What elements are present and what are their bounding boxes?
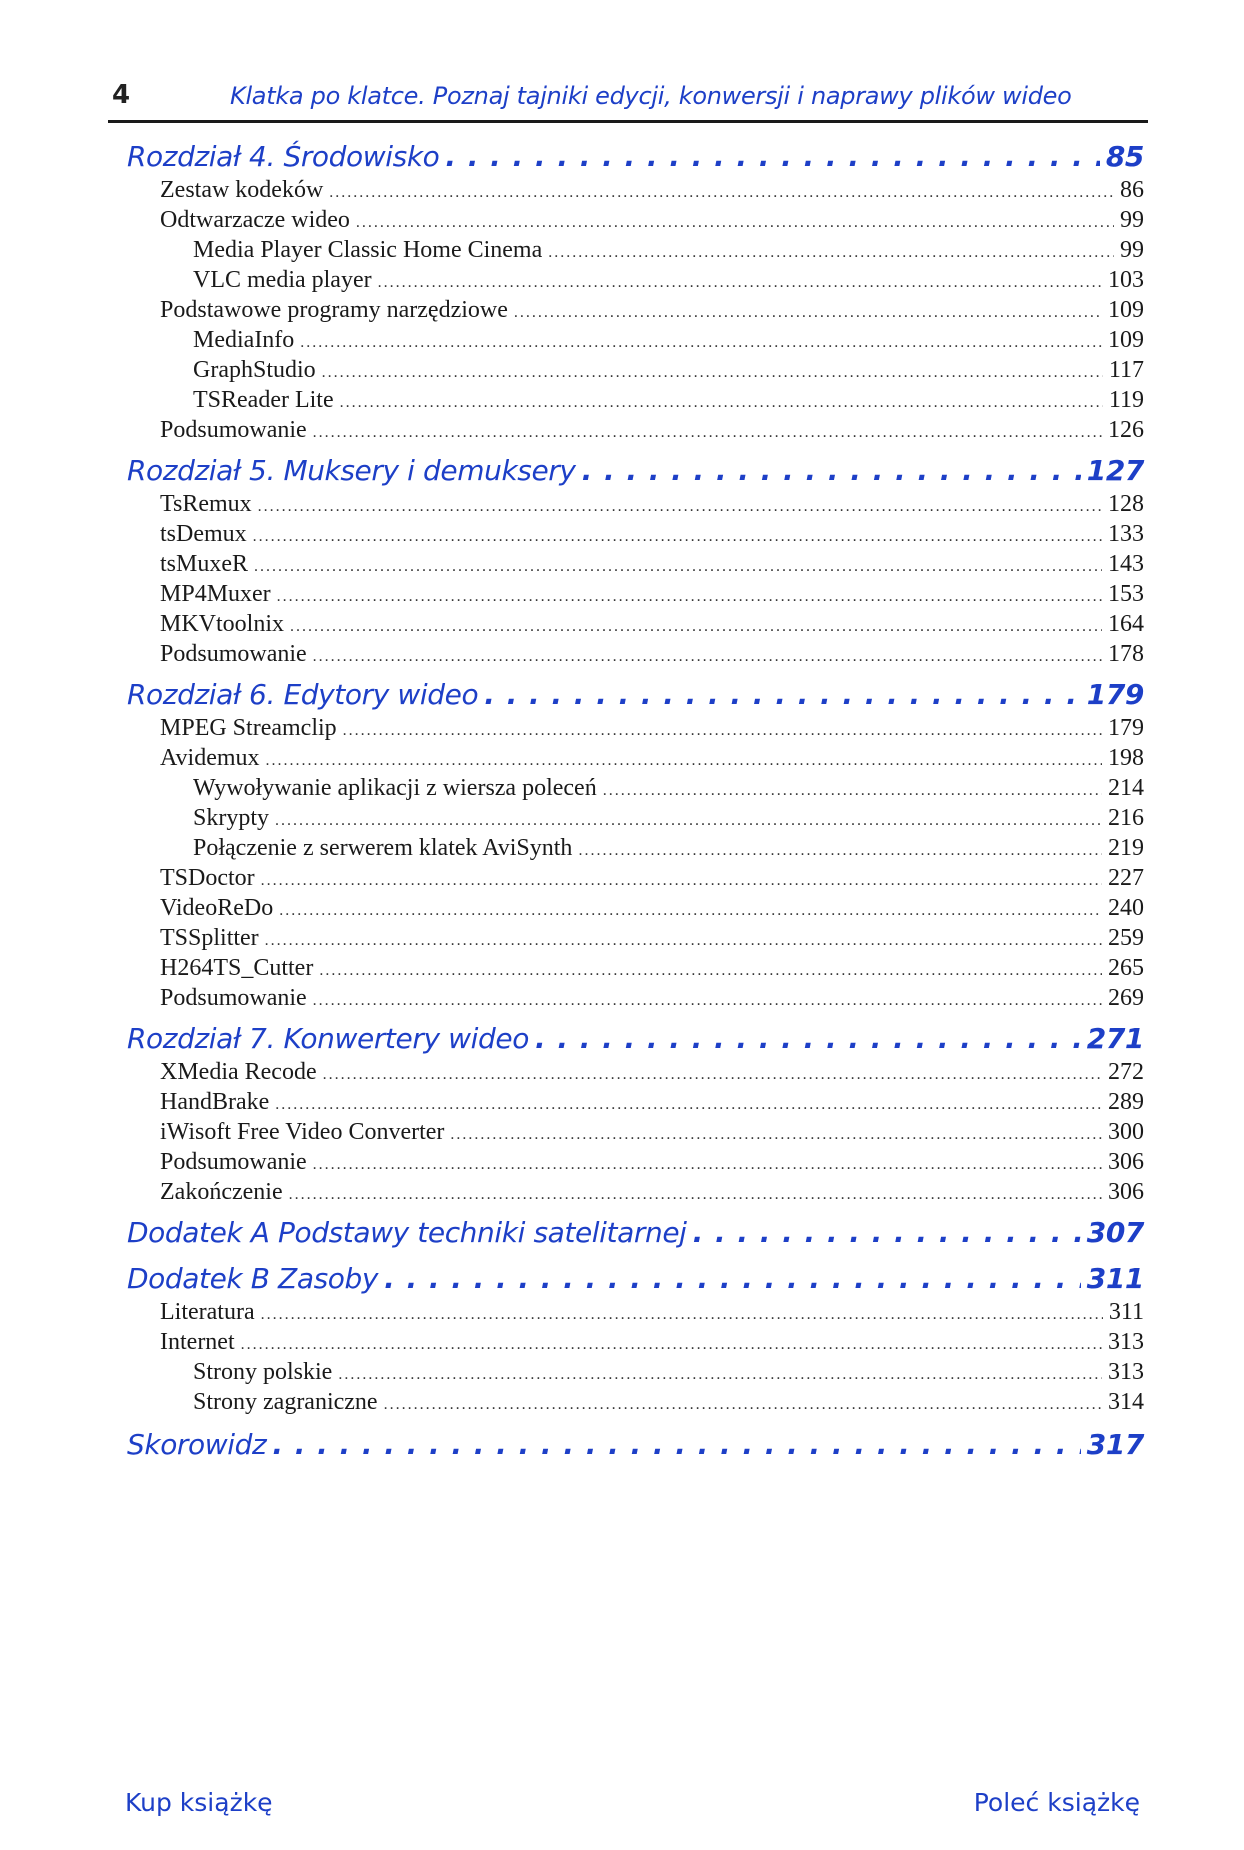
toc-entry-title: VideoReDo bbox=[160, 895, 274, 921]
dot-leader bbox=[279, 895, 1102, 922]
toc-entry-page: 240 bbox=[1108, 895, 1144, 921]
buy-book-link[interactable]: Kup książkę bbox=[125, 1788, 273, 1817]
dot-leader bbox=[378, 267, 1102, 294]
toc-entry-title: Internet bbox=[160, 1329, 235, 1355]
toc-entry-page: 216 bbox=[1108, 805, 1144, 831]
toc-entry[interactable] bbox=[160, 955, 1144, 982]
toc-entry[interactable] bbox=[160, 1149, 1144, 1176]
toc-entry-page: 103 bbox=[1108, 267, 1144, 293]
dot-leader bbox=[384, 1262, 1081, 1295]
toc-entry-page: 119 bbox=[1108, 387, 1144, 413]
toc-entry-page: 289 bbox=[1108, 1089, 1144, 1115]
toc-entry-page: 179 bbox=[1108, 715, 1144, 741]
dot-leader bbox=[548, 237, 1114, 264]
toc-entry-title: MKVtoolnix bbox=[160, 611, 285, 637]
toc-entry-title: Media Player Classic Home Cinema bbox=[193, 237, 543, 263]
dot-leader bbox=[603, 775, 1102, 802]
dot-leader bbox=[450, 1119, 1102, 1146]
toc-entry-page: 179 bbox=[1086, 678, 1144, 711]
dot-leader bbox=[313, 985, 1102, 1012]
toc-entry-title: MPEG Streamclip bbox=[160, 715, 337, 741]
toc-chapter[interactable] bbox=[127, 678, 1144, 711]
toc-entry-title: Połączenie z serwerem klatek AviSynth bbox=[193, 835, 573, 861]
toc-entry-page: 128 bbox=[1108, 491, 1144, 517]
toc-entry-title: Avidemux bbox=[160, 745, 260, 771]
toc-entry-title: Rozdział 6. Edytory wideo bbox=[127, 678, 479, 711]
toc-entry-title: Rozdział 5. Muksery i demuksery bbox=[127, 454, 576, 487]
toc-entry-page: 143 bbox=[1108, 551, 1144, 577]
dot-leader bbox=[261, 1299, 1103, 1326]
toc-entry[interactable] bbox=[160, 745, 1144, 772]
dot-leader bbox=[323, 1059, 1102, 1086]
toc-entry[interactable] bbox=[160, 1299, 1144, 1326]
toc-entry-title: Literatura bbox=[160, 1299, 255, 1325]
toc-entry-title: Podsumowanie bbox=[160, 1149, 307, 1175]
toc-entry-title: Skorowidz bbox=[127, 1428, 267, 1461]
toc-entry-title: VLC media player bbox=[193, 267, 372, 293]
dot-leader bbox=[289, 1179, 1102, 1206]
toc-entry-page: 313 bbox=[1108, 1329, 1144, 1355]
dot-leader bbox=[290, 611, 1102, 638]
toc-entry-title: Strony polskie bbox=[193, 1359, 333, 1385]
toc-entry[interactable] bbox=[160, 865, 1144, 892]
toc-entry-page: 99 bbox=[1120, 207, 1144, 233]
dot-leader bbox=[384, 1389, 1102, 1416]
toc-entry-title: Odtwarzacze wideo bbox=[160, 207, 350, 233]
toc-entry-title: XMedia Recode bbox=[160, 1059, 317, 1085]
toc-entry-title: TsRemux bbox=[160, 491, 252, 517]
toc-entry[interactable] bbox=[160, 715, 1144, 742]
toc-entry-title: Skrypty bbox=[193, 805, 270, 831]
toc-entry-page: 214 bbox=[1108, 775, 1144, 801]
toc-entry-page: 99 bbox=[1120, 237, 1144, 263]
dot-leader bbox=[340, 387, 1103, 414]
toc-entry-page: 311 bbox=[1108, 1299, 1144, 1325]
toc-entry[interactable] bbox=[160, 207, 1144, 234]
dot-leader bbox=[445, 140, 1099, 173]
toc-entry-title: MP4Muxer bbox=[160, 581, 271, 607]
toc-entry[interactable] bbox=[160, 1059, 1144, 1086]
toc-entry-page: 265 bbox=[1108, 955, 1144, 981]
toc-chapter[interactable] bbox=[127, 1428, 1144, 1461]
dot-leader bbox=[319, 955, 1102, 982]
toc-entry-page: 269 bbox=[1108, 985, 1144, 1011]
toc-entry-page: 133 bbox=[1108, 521, 1144, 547]
toc-entry[interactable] bbox=[193, 805, 1144, 832]
dot-leader bbox=[272, 1428, 1080, 1461]
toc-entry[interactable] bbox=[160, 611, 1144, 638]
toc-entry[interactable] bbox=[160, 985, 1144, 1012]
dot-leader bbox=[693, 1216, 1081, 1249]
dot-leader bbox=[356, 207, 1114, 234]
dot-leader bbox=[254, 551, 1102, 578]
toc-entry-title: Zakończenie bbox=[160, 1179, 283, 1205]
toc-entry-title: TSReader Lite bbox=[193, 387, 334, 413]
toc-entry-title: tsMuxeR bbox=[160, 551, 249, 577]
toc-entry-title: Dodatek B Zasoby bbox=[127, 1262, 379, 1295]
toc-entry-page: 85 bbox=[1105, 140, 1144, 173]
toc-entry-page: 109 bbox=[1108, 327, 1144, 353]
toc-entry-title: TSDoctor bbox=[160, 865, 255, 891]
toc-entry-title: Rozdział 4. Środowisko bbox=[127, 140, 440, 173]
toc-entry-title: GraphStudio bbox=[193, 357, 316, 383]
toc-entry-title: Zestaw kodeków bbox=[160, 177, 324, 203]
toc-entry-title: Dodatek A Podstawy techniki satelitarnej bbox=[127, 1216, 687, 1249]
dot-leader bbox=[535, 1022, 1081, 1055]
toc-entry-title: HandBrake bbox=[160, 1089, 270, 1115]
dot-leader bbox=[277, 581, 1102, 608]
toc-entry-page: 219 bbox=[1108, 835, 1144, 861]
toc-chapter[interactable] bbox=[127, 1022, 1144, 1055]
toc-entry-title: iWisoft Free Video Converter bbox=[160, 1119, 445, 1145]
toc-entry-page: 271 bbox=[1086, 1022, 1144, 1055]
dot-leader bbox=[300, 327, 1102, 354]
toc-entry[interactable] bbox=[160, 1329, 1144, 1356]
toc-entry-page: 259 bbox=[1108, 925, 1144, 951]
toc-entry[interactable] bbox=[160, 1179, 1144, 1206]
dot-leader bbox=[266, 745, 1102, 772]
toc-entry-page: 117 bbox=[1108, 357, 1144, 383]
dot-leader bbox=[275, 1089, 1102, 1116]
toc-entry[interactable] bbox=[193, 237, 1144, 264]
dot-leader bbox=[484, 678, 1081, 711]
toc-entry-page: 317 bbox=[1086, 1428, 1144, 1461]
toc-entry-page: 153 bbox=[1108, 581, 1144, 607]
toc-entry[interactable] bbox=[160, 641, 1144, 668]
toc-entry[interactable] bbox=[160, 925, 1144, 952]
toc-entry-title: Podsumowanie bbox=[160, 985, 307, 1011]
toc-entry-title: Podstawowe programy narzędziowe bbox=[160, 297, 508, 323]
toc-entry-title: TSSplitter bbox=[160, 925, 259, 951]
toc-entry-page: 178 bbox=[1108, 641, 1144, 667]
toc-entry-page: 164 bbox=[1108, 611, 1144, 637]
toc-entry[interactable] bbox=[160, 297, 1144, 324]
dot-leader bbox=[329, 177, 1114, 204]
toc-entry-page: 227 bbox=[1108, 865, 1144, 891]
toc-entry-title: Rozdział 7. Konwertery wideo bbox=[127, 1022, 529, 1055]
toc-entry-page: 306 bbox=[1108, 1179, 1144, 1205]
dot-leader bbox=[258, 491, 1102, 518]
toc-entry[interactable] bbox=[193, 1389, 1144, 1416]
toc-entry-page: 86 bbox=[1120, 177, 1144, 203]
toc-entry[interactable] bbox=[193, 775, 1144, 802]
toc-entry-page: 307 bbox=[1086, 1216, 1144, 1249]
toc-entry[interactable] bbox=[193, 267, 1144, 294]
toc-entry-page: 300 bbox=[1108, 1119, 1144, 1145]
dot-leader bbox=[338, 1359, 1102, 1386]
toc-entry-title: MediaInfo bbox=[193, 327, 295, 353]
toc-entry[interactable] bbox=[160, 581, 1144, 608]
toc-entry[interactable] bbox=[193, 357, 1144, 384]
toc-entry-page: 314 bbox=[1108, 1389, 1144, 1415]
toc-entry-page: 272 bbox=[1108, 1059, 1144, 1085]
toc-entry-page: 126 bbox=[1108, 417, 1144, 443]
toc-entry-title: tsDemux bbox=[160, 521, 247, 547]
toc-entry-title: Podsumowanie bbox=[160, 641, 307, 667]
toc-entry[interactable] bbox=[160, 895, 1144, 922]
dot-leader bbox=[313, 417, 1102, 444]
toc-entry-page: 198 bbox=[1108, 745, 1144, 771]
running-head bbox=[108, 80, 1148, 123]
dot-leader bbox=[313, 641, 1102, 668]
toc-entry-page: 306 bbox=[1108, 1149, 1144, 1175]
toc-entry[interactable] bbox=[160, 551, 1144, 578]
toc-entry-title: Podsumowanie bbox=[160, 417, 307, 443]
toc-chapter[interactable] bbox=[127, 1216, 1144, 1249]
dot-leader bbox=[322, 357, 1103, 384]
dot-leader bbox=[253, 521, 1102, 548]
toc-entry[interactable] bbox=[193, 327, 1144, 354]
dot-leader bbox=[241, 1329, 1102, 1356]
toc-entry-title: H264TS_Cutter bbox=[160, 955, 314, 981]
dot-leader bbox=[265, 925, 1102, 952]
toc-entry[interactable] bbox=[160, 417, 1144, 444]
recommend-book-link[interactable]: Poleć książkę bbox=[973, 1788, 1140, 1817]
dot-leader bbox=[578, 835, 1102, 862]
toc-entry[interactable] bbox=[160, 1089, 1144, 1116]
toc-entry[interactable] bbox=[193, 1359, 1144, 1386]
dot-leader bbox=[582, 454, 1081, 487]
toc-entry[interactable] bbox=[193, 835, 1144, 862]
toc-entry[interactable] bbox=[160, 177, 1144, 204]
dot-leader bbox=[261, 865, 1102, 892]
toc-chapter[interactable] bbox=[127, 1262, 1144, 1295]
toc-entry-page: 311 bbox=[1086, 1262, 1144, 1295]
toc-entry-page: 127 bbox=[1086, 454, 1144, 487]
dot-leader bbox=[343, 715, 1102, 742]
toc-entry[interactable] bbox=[160, 491, 1144, 518]
toc-entry-page: 313 bbox=[1108, 1359, 1144, 1385]
toc-entry-title: Strony zagraniczne bbox=[193, 1389, 378, 1415]
page-number: 4 bbox=[112, 80, 131, 110]
toc-chapter[interactable] bbox=[127, 140, 1144, 173]
dot-leader bbox=[514, 297, 1102, 324]
toc-entry-title: Wywoływanie aplikacji z wiersza poleceń bbox=[193, 775, 597, 801]
book-title: Klatka po klatce. Poznaj tajniki edycji, konwersji i naprawy plików wideo bbox=[230, 82, 1072, 110]
toc-entry[interactable] bbox=[193, 387, 1144, 414]
dot-leader bbox=[313, 1149, 1102, 1176]
toc-entry-page: 109 bbox=[1108, 297, 1144, 323]
toc-chapter[interactable] bbox=[127, 454, 1144, 487]
toc-entry[interactable] bbox=[160, 521, 1144, 548]
dot-leader bbox=[275, 805, 1102, 832]
toc-entry[interactable] bbox=[160, 1119, 1144, 1146]
